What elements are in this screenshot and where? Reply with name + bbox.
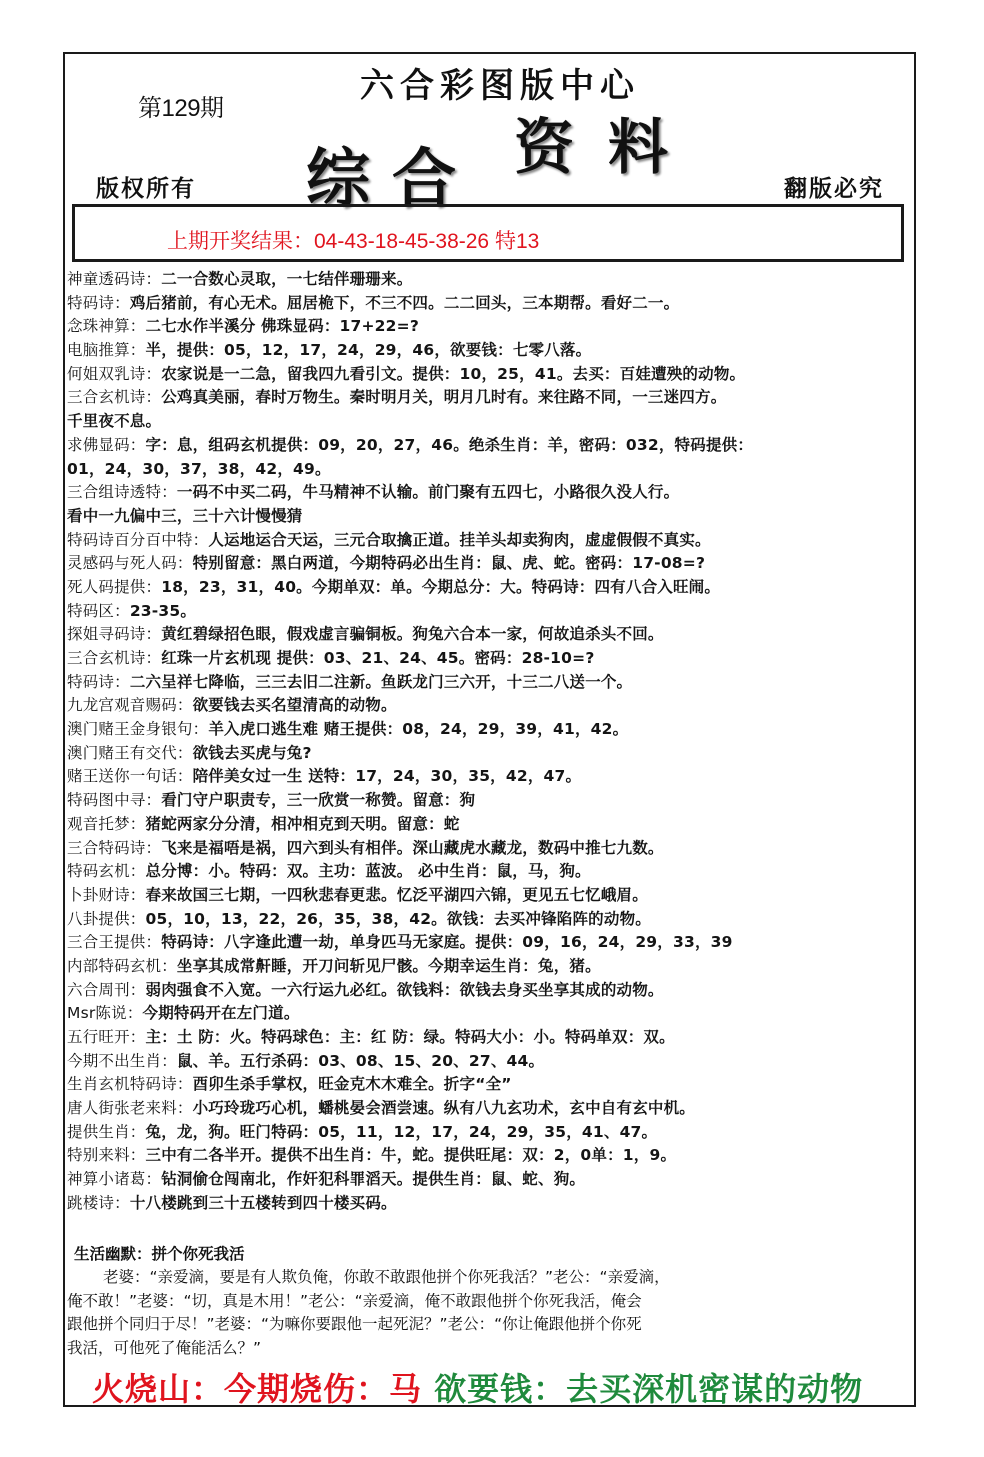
content-line: [67, 1097, 917, 1121]
content-line: [67, 481, 917, 505]
content-line: [67, 1168, 917, 1192]
line-value: 今期特码开在左门道。: [142, 1004, 300, 1023]
content-line: [67, 647, 917, 671]
line-value: 红珠一片玄机现 提供：03、21、24、45。密码：28-10=?: [161, 649, 595, 667]
line-label: 三合组诗透特：: [67, 483, 177, 502]
line-label: 神童透码诗：: [67, 270, 162, 288]
line-value: 看中一九偏中三，三十六计慢慢猜: [67, 506, 303, 525]
line-value: 鸡后猪前，有心无术。屈居桅下，不三不四。二二回头，三本期帮。看好二一。: [129, 293, 680, 312]
line-label: 三合玄机诗：: [67, 649, 162, 667]
line-value: 特别留意：黑白两道，今期特码必出生肖：鼠、虎、蛇。密码：17-08=?: [192, 554, 706, 573]
content-line: [67, 742, 917, 766]
line-label: 唐人街张老来料：: [67, 1099, 193, 1118]
line-label: 九龙宫观音赐码：: [67, 696, 193, 715]
content-line: [67, 410, 917, 434]
line-value: 18，23，31，40。今期单双：单。今期总分：大。特码诗：四有八合入旺闹。: [161, 577, 721, 596]
line-value: 二六呈祥七降临，三三去旧二注新。鱼跃龙门三六开，十三二八送一个。: [129, 672, 633, 691]
line-value: 飞来是福唔是祸，四六到头有相伴。深山藏虎水藏龙，数码中推七九数。: [161, 838, 664, 857]
content-line: [67, 837, 917, 861]
line-value: 十八楼跳到三十五楼转到四十楼买码。: [129, 1193, 397, 1212]
humor-line: 跟他拼个同归于尽！”老婆：“为嘛你要跟他一起死泥？”老公：“你让俺跟他拼个你死: [67, 1315, 642, 1334]
content-line: [67, 434, 917, 458]
line-label: 神算小诸葛：: [67, 1170, 162, 1189]
line-label: 赌王送你一句话：: [67, 767, 193, 786]
content-line: [67, 529, 917, 553]
line-label: 提供生肖：: [67, 1122, 146, 1141]
content-line: [67, 623, 917, 647]
copyright-right: 翻版必究: [784, 175, 884, 202]
line-label: 澳门赌王金身银句：: [67, 720, 209, 739]
content-line: [67, 505, 917, 529]
line-value: 春来故国三七期，一四秋悲春更悲。忆泛平湖四六锦，更见五七忆峨眉。: [145, 885, 648, 904]
line-value: 23-35。: [129, 601, 197, 620]
line-value: 欲要钱去买名望清高的动物。: [192, 696, 397, 715]
line-value: 特码诗：八字逢此遭一劫，单身匹马无家庭。提供：09，16，24，29，33，39: [161, 933, 733, 952]
line-label: 特码诗：: [67, 293, 130, 312]
line-value: 总分博：小。特码：双。主功：蓝波。 必中生肖：鼠，马，狗。: [145, 862, 591, 881]
line-label: 生肖玄机特码诗：: [67, 1075, 193, 1094]
line-value: 农家说是一二急，留我四九看引文。提供：10，25，41。去买：百娃遭殃的动物。: [161, 364, 746, 383]
content-line: [67, 1026, 917, 1050]
line-label: 特码图中寻：: [67, 791, 162, 810]
line-label: 灵感码与死人码：: [67, 554, 193, 573]
content-line: [67, 955, 917, 979]
content-line: [67, 1073, 917, 1097]
line-value: 人运地运合天运，三元合取擒正道。挂羊头却卖狗肉，虚虚假假不真实。: [208, 530, 711, 549]
line-label: 特码玄机：: [67, 862, 146, 881]
content-line: [67, 789, 917, 813]
banner-green-text: 欲要钱：去买深机密谋的动物: [434, 1370, 864, 1408]
line-value: 欲钱去买虎与兔?: [192, 743, 312, 762]
line-value: 千里夜不息。: [67, 412, 162, 431]
line-label: 探姐寻码诗：: [67, 625, 162, 644]
line-value: 小巧玲珑巧心机，蟠桃晏会酒尝速。纵有八九玄功术，玄中自有玄中机。: [192, 1099, 696, 1118]
line-label: 特别来料：: [67, 1146, 146, 1165]
content-line: [67, 718, 917, 742]
line-value: 陪伴美女过一生 送特：17，24，30，35，42，47。: [192, 767, 582, 786]
line-value: 鼠、羊。五行杀码：03、08、15、20、27、44。: [176, 1051, 545, 1070]
line-label: 电脑推算：: [67, 341, 146, 360]
line-value: 黄红碧绿招色眼，假戏虚言骗铜板。狗兔六合本一家，何故追杀头不回。: [161, 625, 664, 644]
content-line: [67, 765, 917, 789]
line-value: 05，10，13，22，26，35，38，42。欲钱：去买冲锋陷阵的动物。: [145, 909, 651, 928]
content-line: [67, 386, 917, 410]
main-title-part1: 综合: [306, 142, 478, 217]
line-label: 卜卦财诗：: [67, 885, 146, 904]
line-value: 二一合数心灵取，一七结伴珊珊来。: [161, 270, 413, 288]
copyright-left: 版权所有: [96, 175, 196, 202]
line-value: 二七水作半溪分 佛珠显码：17+22=?: [145, 317, 420, 336]
publisher-title: 六合彩图版中心: [360, 66, 640, 106]
bottom-banner: [92, 1364, 863, 1410]
content-line: [67, 552, 917, 576]
line-label: 三合玄机诗：: [67, 388, 162, 407]
line-value: 钻洞偷仓闯南北，作奸犯科罪滔天。提供生肖：鼠、蛇、狗。: [161, 1170, 586, 1189]
line-label: 跳楼诗：: [67, 1193, 130, 1212]
content-line: [67, 1121, 917, 1145]
content-line: [67, 600, 917, 624]
main-title-part2: 资料: [514, 113, 702, 183]
content-line: [67, 458, 917, 482]
content-line: [67, 813, 917, 837]
line-label: 三合王提供：: [67, 933, 162, 952]
line-value: 三中有二各半开。提供不出生肖：牛，蛇。提供旺尾：双：2，0单：1，9。: [145, 1146, 677, 1165]
line-label: 念珠神算：: [67, 317, 146, 336]
content-line: [67, 671, 917, 695]
content-line: [67, 1002, 917, 1026]
banner-red-text: 火烧山：今期烧伤：马: [92, 1370, 423, 1408]
line-label: 三合特码诗：: [67, 838, 162, 857]
humor-line: 老婆：“亲爱滴，要是有人欺负俺，你敢不敢跟他拼个你死我活？”老公：“亲爱滴，: [103, 1268, 670, 1286]
content-line: [67, 268, 917, 292]
last-draw-result-box: [72, 204, 904, 262]
line-value: 酉卯生杀手掌权，旺金克木木难全。折字“全”: [192, 1075, 512, 1094]
line-label: 何姐双乳诗：: [67, 364, 162, 383]
line-label: 观音托梦：: [67, 814, 146, 833]
line-label: 八卦提供：: [67, 909, 146, 928]
line-value: 字：息，组码玄机提供：09，20，27，46。绝杀生肖：羊，密码：032，特码提供：: [145, 435, 754, 454]
line-value: 一码不中买二码，牛马精神不认输。前门聚有五四七，小路很久没人行。: [176, 483, 680, 502]
line-label: 特码区：: [67, 601, 130, 620]
content-line: [67, 339, 917, 363]
line-label: 内部特码玄机：: [67, 956, 177, 975]
line-label: 求佛显码：: [67, 435, 146, 454]
line-label: 特码诗百分百中特：: [67, 530, 209, 549]
content-line: [67, 1144, 917, 1168]
content-line: [67, 576, 917, 600]
line-value: 猪蛇两家分分清，相冲相克到天明。留意：蛇: [145, 814, 460, 833]
line-label: 五行旺开：: [67, 1028, 146, 1046]
line-label: 澳门赌王有交代：: [67, 743, 193, 762]
line-label: Msr陈说：: [67, 1004, 143, 1023]
content-line: [67, 884, 917, 908]
issue-number: 第129期: [138, 95, 224, 122]
content-line: [67, 363, 917, 387]
line-value: 公鸡真美丽，春时万物生。秦时明月关，明月几时有。来往路不同，一三迷四方。: [161, 388, 727, 407]
humor-line: 我活，可他死了俺能活么？”: [67, 1339, 262, 1358]
line-label: 特码诗：: [67, 672, 130, 691]
last-draw-result: 上期开奖结果：04-43-18-45-38-26 特13: [167, 230, 540, 253]
line-label: 今期不出生肖：: [67, 1051, 177, 1070]
line-label: 死人码提供：: [67, 577, 162, 596]
content-line: [67, 1050, 917, 1074]
line-value: 羊入虎口逃生难 赌王提供：08，24，29，39，41，42。: [208, 720, 629, 739]
content-line: [67, 292, 917, 316]
humor-title: 生活幽默：拼个你死我活: [74, 1245, 245, 1263]
content-line: [67, 979, 917, 1003]
content-line: [67, 694, 917, 718]
humor-line: 俺不敢！”老婆：“切，真是木用！”老公：“亲爱滴，俺不敢跟他拼个你死我活，俺会: [67, 1291, 642, 1310]
line-value: 弱肉强食不入宽。一六行运九必红。欲钱料：欲钱去身买坐享其成的动物。: [145, 980, 664, 999]
line-value: 看门守户职责专，三一欣赏一称赞。留意：狗: [161, 791, 476, 810]
content-line: [67, 931, 917, 955]
line-value: 半，提供：05，12，17，24，29，46，欲要钱：七零八落。: [145, 341, 592, 360]
line-value: 兔，龙，狗。旺门特码：05，11，12，17，24，29，35，41、47。: [145, 1122, 658, 1141]
content-lines: [67, 268, 917, 1216]
line-value: 坐享其成常鼾睡，开刀问斩见尸骸。今期幸运生肖：兔，猪。: [176, 956, 601, 975]
content-line: [67, 1192, 917, 1216]
content-line: [67, 315, 917, 339]
content-line: [67, 908, 917, 932]
line-value: 主：土 防：火。特码球色：主：红 防：绿。特码大小：小。特码单双：双。: [145, 1028, 675, 1046]
line-label: 六合周刊：: [67, 980, 146, 999]
content-line: [67, 860, 917, 884]
humor-body: [67, 1266, 897, 1361]
line-value: 01，24，30，37，38，42，49。: [67, 459, 331, 478]
